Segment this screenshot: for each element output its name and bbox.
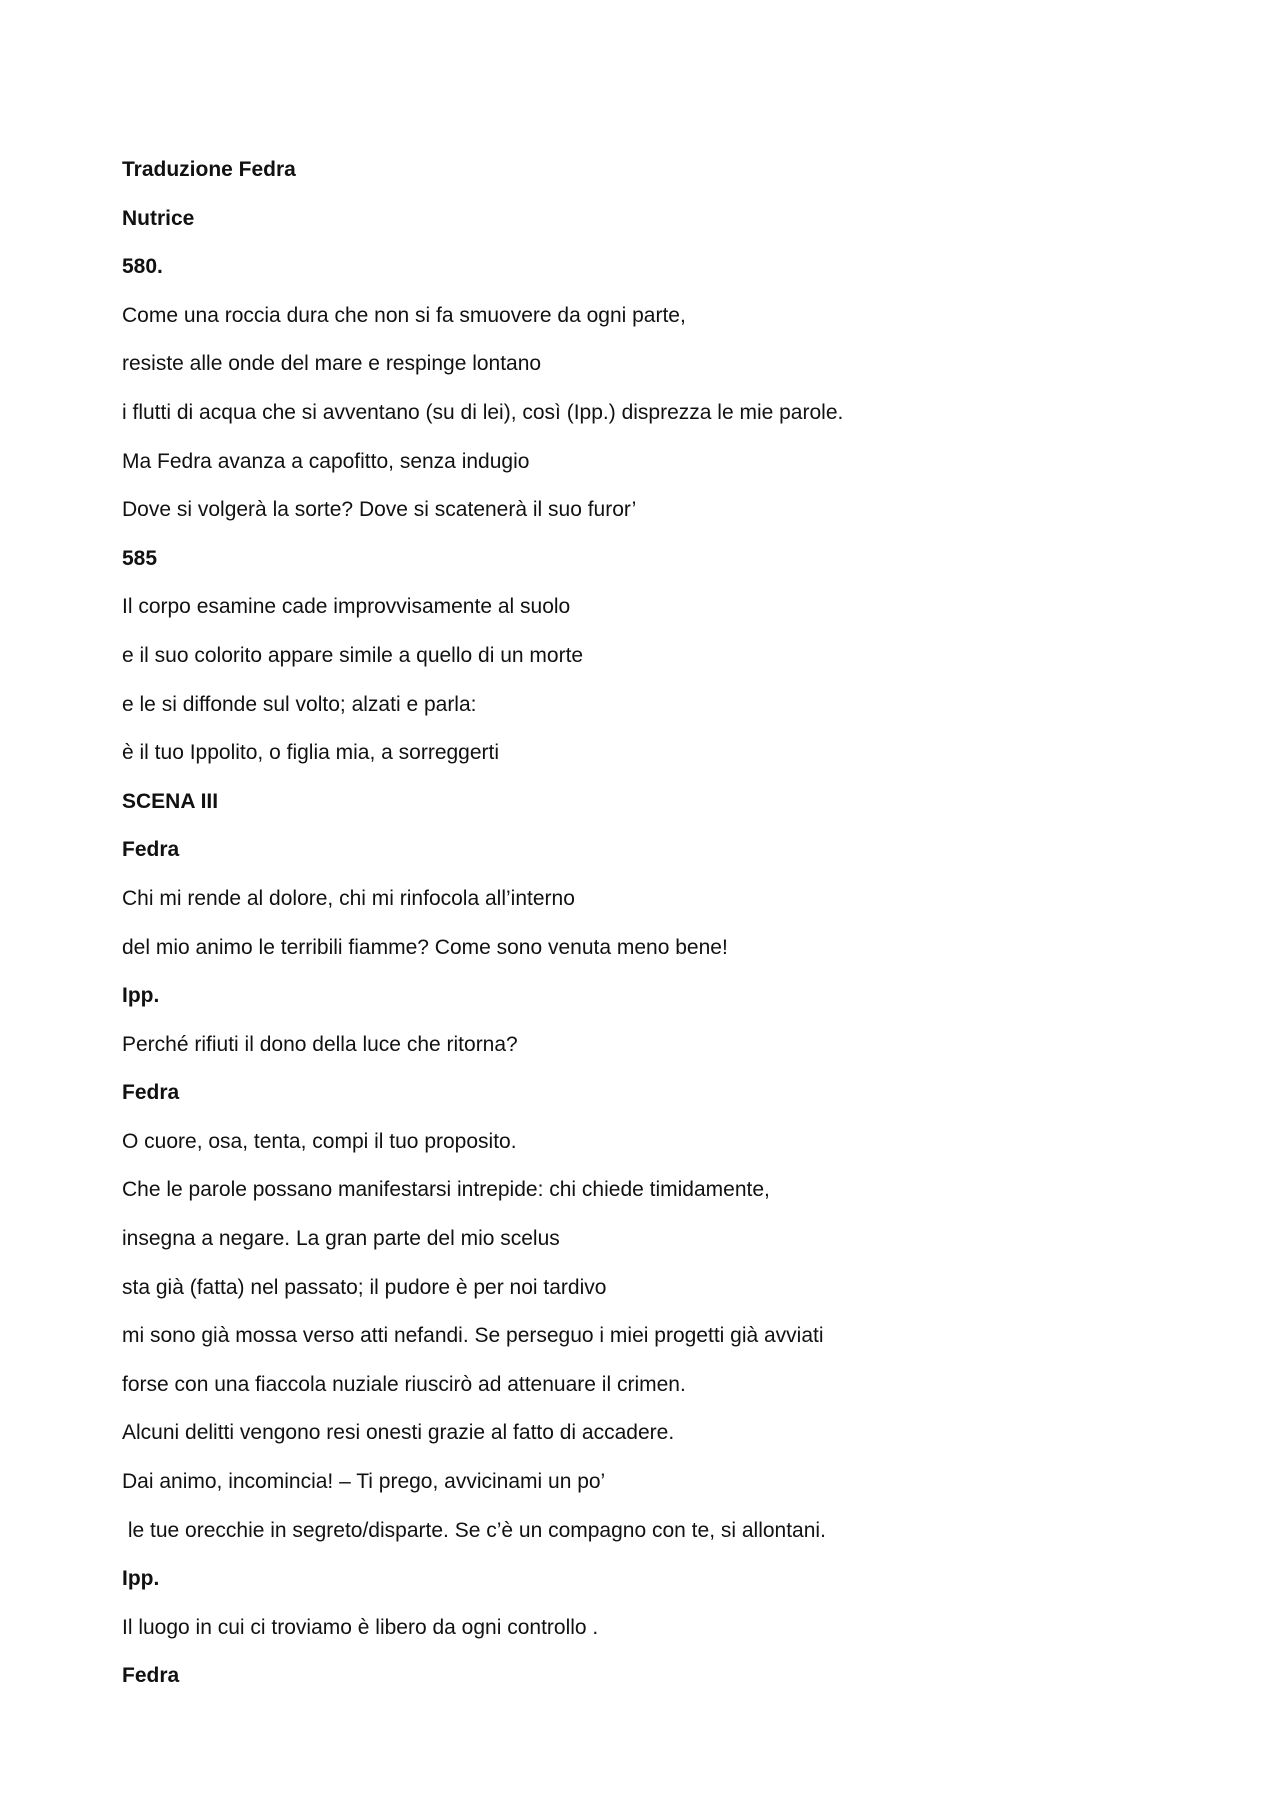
text-line: Perché rifiuti il dono della luce che ritorna? [122, 1032, 518, 1056]
text-line: i flutti di acqua che si avventano (su di lei), così (Ipp.) disprezza le mie parole. [122, 400, 844, 424]
text-line: Che le parole possano manifestarsi intrepide: chi chiede timidamente, [122, 1178, 770, 1202]
text-line: Il luogo in cui ci troviamo è libero da ogni controllo . [122, 1615, 599, 1639]
text-line: Dove si volgerà la sorte? Dove si scatenerà il suo furor’ [122, 498, 637, 522]
verse-number: 585 [122, 546, 158, 570]
speaker-label: Fedra [122, 1081, 180, 1105]
text-line: resiste alle onde del mare e respinge lontano [122, 352, 542, 376]
text-line: Il corpo esamine cade improvvisamente al suolo [122, 595, 571, 619]
text-line: O cuore, osa, tenta, compi il tuo proposito. [122, 1129, 517, 1153]
text-line: Come una roccia dura che non si fa smuovere da ogni parte, [122, 303, 686, 327]
text-line: Chi mi rende al dolore, chi mi rinfocola all’interno [122, 886, 575, 910]
speaker-label: Ipp. [122, 1567, 160, 1591]
document-title: Traduzione Fedra [122, 158, 296, 181]
text-line: Ma Fedra avanza a capofitto, senza indugio [122, 449, 530, 473]
speaker-label: Nutrice [122, 206, 195, 230]
speaker-label: Fedra [122, 838, 180, 862]
text-line: mi sono già mossa verso atti nefandi. Se perseguo i miei progetti già avviati [122, 1324, 824, 1348]
text-line: forse con una fiaccola nuziale riuscirò ad attenuare il crimen. [122, 1372, 686, 1396]
text-line: è il tuo Ippolito, o figlia mia, a sorreggerti [122, 741, 500, 765]
document-page [122, 146, 1162, 1701]
text-line: sta già (fatta) nel passato; il pudore è per noi tardivo [122, 1275, 607, 1299]
text-line: insegna a negare. La gran parte del mio scelus [122, 1227, 560, 1251]
speaker-label: Fedra [122, 1664, 180, 1688]
text-line: le tue orecchie in segreto/disparte. Se c’è un compagno con te, si allontani. [122, 1518, 826, 1542]
text-line: Alcuni delitti vengono resi onesti grazie al fatto di accadere. [122, 1421, 675, 1445]
text-line: Dai animo, incomincia! – Ti prego, avvicinami un po’ [122, 1470, 606, 1494]
text-line: e le si diffonde sul volto; alzati e parla: [122, 692, 477, 716]
scene-heading: SCENA III [122, 789, 219, 813]
verse-number: 580. [122, 255, 163, 279]
text-line: e il suo colorito appare simile a quello di un morte [122, 643, 584, 667]
text-line: del mio animo le terribili fiamme? Come sono venuta meno bene! [122, 935, 728, 959]
speaker-label: Ipp. [122, 984, 160, 1008]
